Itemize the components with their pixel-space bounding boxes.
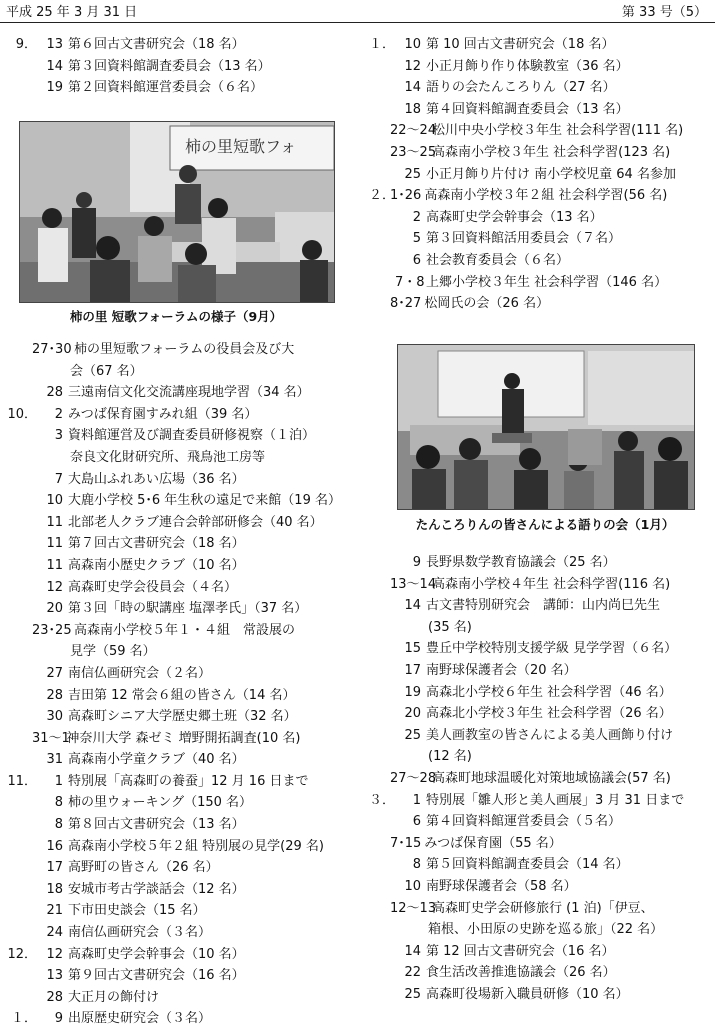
event-entry — [362, 77, 712, 99]
event-day: 3 — [54, 428, 63, 444]
event-day: 12 — [46, 579, 63, 595]
left-column — [4, 34, 344, 99]
event-month: 12． — [7, 946, 37, 962]
event-day: 12 — [46, 946, 63, 962]
event-entry — [362, 790, 712, 812]
event-entry — [362, 120, 712, 142]
event-text: 高森北小学校６年生 社会科学習（46 名） — [426, 684, 672, 700]
event-day: 17 — [404, 662, 421, 678]
event-text: 松川中央小学校３年生 社会科学習(111 名) — [432, 123, 684, 139]
event-entry — [362, 228, 712, 250]
event-text: 南野球保護者会（58 名） — [426, 878, 577, 894]
event-month: 10． — [7, 406, 37, 422]
event-text: 大島山ふれあい広場（36 名） — [68, 471, 245, 487]
event-day: 25 — [404, 986, 421, 1002]
right-column-lower — [362, 552, 712, 1005]
storytelling-photo — [397, 344, 695, 510]
event-day: 27･30 — [32, 342, 72, 357]
event-day: 16 — [46, 838, 63, 854]
event-entry — [362, 984, 712, 1006]
right-column — [362, 34, 712, 315]
event-day: 17 — [46, 860, 63, 876]
event-entry — [362, 703, 712, 725]
event-day: 7･15 — [390, 835, 422, 851]
event-text: 第４回資料館運営委員会（５名） — [426, 814, 622, 830]
event-day: 9 — [54, 1011, 63, 1027]
event-continuation: (35 名) — [428, 619, 472, 635]
event-day: 11 — [46, 557, 63, 573]
event-text: 長野県数学教育協議会（25 名） — [426, 555, 616, 570]
event-entry — [362, 185, 712, 207]
storytelling-image — [398, 345, 694, 509]
event-entry — [362, 595, 712, 617]
event-text: 高森南小学校３年２組 社会科学習(56 名) — [424, 188, 668, 204]
event-entry — [362, 617, 712, 639]
event-text: 吉田第 12 常会６組の皆さん（14 名） — [68, 687, 296, 703]
event-entry — [362, 682, 712, 704]
event-entry — [4, 663, 344, 685]
event-text: 第３回資料館調査委員会（13 名） — [68, 58, 271, 74]
event-day: 2 — [412, 209, 421, 225]
event-month: ３． — [368, 792, 395, 808]
event-month: １． — [10, 1011, 37, 1027]
event-day: 27〜28 — [390, 770, 437, 786]
event-entry — [4, 641, 344, 663]
event-entry — [362, 876, 712, 898]
event-month: １． — [368, 37, 395, 52]
event-entry — [4, 771, 344, 793]
event-entry — [362, 919, 712, 941]
event-text: 高森町地球温暖化対策地域協議会(57 名) — [432, 770, 671, 786]
event-day: 7・8 — [395, 274, 425, 290]
event-text: 特別展「雛人形と美人画展」3 月 31 日まで — [426, 792, 685, 808]
banner-text: 柿の里短歌フォ — [185, 137, 297, 156]
event-entry — [4, 447, 344, 469]
event-day: 21 — [46, 903, 63, 919]
event-day: 5 — [412, 231, 421, 247]
event-text: 第７回古文書研究会（18 名） — [68, 536, 245, 552]
event-entry — [362, 638, 712, 660]
event-text: 高森町役場新入職員研修（10 名） — [426, 986, 629, 1002]
event-entry — [4, 533, 344, 555]
event-day: 20 — [404, 706, 421, 722]
event-text: みつば保育園（55 名） — [424, 835, 562, 851]
event-text: 豊丘中学校特別支援学級 見学学習（６名） — [426, 641, 678, 657]
event-day: 14 — [404, 943, 421, 959]
event-text: 第６回古文書研究会（18 名） — [68, 37, 245, 52]
event-entry — [4, 814, 344, 836]
event-text: 第 12 回古文書研究会（16 名） — [426, 943, 615, 959]
event-day: 28 — [46, 385, 63, 401]
event-month: 11． — [7, 773, 37, 789]
event-entry — [4, 77, 344, 99]
event-entry — [362, 552, 712, 574]
publication-date: 平成 25 年 3 月 31 日 — [6, 5, 138, 20]
event-day: 31〜1 — [32, 730, 70, 746]
event-text: 高森南小学校５年２組 特別展の見学(29 名) — [68, 838, 324, 854]
event-day: 13〜14 — [390, 576, 437, 592]
event-day: 24 — [46, 925, 63, 941]
event-day: 25 — [404, 727, 421, 743]
event-text: 美人画教室の皆さんによる美人画飾り付け — [426, 727, 674, 743]
event-entry — [4, 339, 344, 361]
event-day: 1･26 — [390, 188, 422, 204]
event-entry — [4, 944, 344, 966]
event-entry — [4, 965, 344, 987]
event-entry — [4, 749, 344, 771]
event-day: 22〜24 — [390, 123, 437, 139]
event-day: 18 — [46, 881, 63, 897]
event-day: 15 — [404, 641, 421, 657]
event-day: 12〜13 — [390, 900, 437, 916]
event-text: 高森南小学校３年生 社会科学習(123 名) — [432, 144, 671, 160]
event-entry — [362, 725, 712, 747]
event-text: 高森町史学会役員会（４名） — [68, 579, 238, 595]
event-continuation: 会（67 名） — [70, 363, 143, 379]
event-day: 23･25 — [32, 622, 72, 638]
event-entry — [4, 577, 344, 599]
event-list-left-bottom — [4, 339, 344, 1030]
event-entry — [4, 555, 344, 577]
event-day: 11 — [46, 536, 63, 552]
issue-number: 第 33 号（5） — [621, 5, 707, 20]
event-entry — [4, 425, 344, 447]
event-entry — [362, 898, 712, 920]
event-text: 大正月の飾付け — [68, 989, 160, 1005]
event-day: 10 — [46, 493, 63, 509]
event-entry — [4, 512, 344, 534]
event-entry — [362, 660, 712, 682]
event-day: 28 — [46, 687, 63, 703]
event-entry — [362, 768, 712, 790]
event-entry — [4, 685, 344, 707]
event-day: 30 — [46, 709, 63, 725]
event-month: 9． — [15, 37, 37, 52]
event-continuation: 奈良文化財研究所、飛鳥池工房等 — [70, 449, 266, 465]
event-text: 下市田史談会（15 名） — [68, 903, 206, 919]
event-day: 7 — [54, 471, 63, 487]
event-text: 高森町史学会幹事会（13 名） — [426, 209, 603, 225]
event-text: 小正月飾り片付け 南小学校児童 64 名参加 — [426, 166, 676, 182]
event-entry — [4, 922, 344, 944]
event-day: 19 — [46, 80, 63, 96]
event-day: 6 — [412, 814, 421, 830]
tanka-forum-photo — [19, 121, 335, 303]
event-text: みつば保育園すみれ組（39 名） — [68, 406, 258, 422]
event-text: 上郷小学校３年生 社会科学習（146 名） — [426, 274, 668, 290]
event-text: 第８回古文書研究会（13 名） — [68, 817, 245, 833]
event-entry — [362, 207, 712, 229]
event-day: 11 — [46, 514, 63, 530]
event-text: 高森北小学校３年生 社会科学習（26 名） — [426, 706, 672, 722]
event-entry — [4, 987, 344, 1009]
event-entry — [362, 99, 712, 121]
event-text: 小正月飾り作り体験教室（36 名） — [426, 58, 629, 74]
event-text: 神奈川大学 森ゼミ 増野開拓調査(10 名) — [66, 730, 301, 746]
event-entry — [4, 879, 344, 901]
event-day: 31 — [46, 752, 63, 768]
event-text: 高野町の皆さん（26 名） — [68, 860, 219, 876]
event-text: 第３回「時の駅講座 塩澤孝氏」（37 名） — [68, 601, 308, 617]
event-entry — [4, 34, 344, 56]
event-text: 第９回古文書研究会（16 名） — [68, 968, 245, 984]
event-text: 松岡氏の会（26 名） — [424, 296, 550, 312]
event-entry — [4, 404, 344, 426]
event-entry — [4, 382, 344, 404]
event-text: 第３回資料館活用委員会（７名） — [426, 231, 622, 247]
event-entry — [362, 164, 712, 186]
event-day: 10 — [404, 37, 421, 52]
event-day: 20 — [46, 601, 63, 617]
event-day: 13 — [46, 968, 63, 984]
event-text: 高森南小学童クラブ（40 名） — [68, 752, 245, 768]
event-text: 高森町シニア大学歴史郷土班（32 名） — [68, 709, 297, 725]
event-text: 安城市考古学談話会（12 名） — [68, 881, 245, 897]
event-day: 14 — [404, 598, 421, 614]
event-day: 6 — [412, 252, 421, 268]
event-entry — [362, 962, 712, 984]
event-text: 高森南小学校４年生 社会科学習(116 名) — [432, 576, 671, 592]
tanka-forum-caption: 柿の里 短歌フォーラムの様子（9月） — [69, 309, 283, 324]
event-day: 8 — [54, 795, 63, 811]
event-entry — [4, 792, 344, 814]
event-entry — [4, 490, 344, 512]
event-entry — [4, 706, 344, 728]
event-day: 27 — [46, 665, 63, 681]
event-text: 三遠南信文化交流講座現地学習（34 名） — [68, 385, 310, 401]
event-list-right-bottom — [362, 552, 712, 1005]
event-entry — [4, 900, 344, 922]
event-day: 28 — [46, 989, 63, 1005]
event-text: 第２回資料館運営委員会（６名） — [68, 80, 264, 96]
event-day: 22 — [404, 965, 421, 981]
event-text: 柿の里短歌フォーラムの役員会及び大 — [74, 342, 295, 357]
event-entry — [4, 836, 344, 858]
event-entry — [4, 469, 344, 491]
event-text: 南信仏画研究会（２名） — [68, 665, 212, 681]
event-text: 高森町史学会幹事会（10 名） — [68, 946, 245, 962]
event-entry — [4, 56, 344, 78]
event-text: 高森町史学会研修旅行 (1 泊)「伊豆、 — [432, 900, 654, 916]
event-entry — [4, 728, 344, 750]
storytelling-caption: たんころりんの皆さんによる語りの会（1月） — [415, 517, 675, 532]
event-entry — [4, 620, 344, 642]
event-list-left-top — [4, 34, 344, 99]
event-month: ２． — [368, 188, 395, 204]
tanka-forum-image — [20, 122, 334, 302]
event-list-right-top — [362, 34, 712, 315]
event-text: 柿の里ウォーキング（150 名） — [68, 795, 253, 811]
event-day: 14 — [46, 58, 63, 74]
event-day: 14 — [404, 80, 421, 96]
event-text: 第４回資料館調査委員会（13 名） — [426, 101, 629, 117]
event-text: 高森南小歴史クラブ（10 名） — [68, 557, 245, 573]
event-continuation: (12 名) — [428, 749, 472, 765]
event-text: 資料館運営及び調査委員研修視察（１泊） — [68, 428, 316, 444]
page-header — [0, 0, 715, 22]
event-entry — [362, 142, 712, 164]
event-entry — [4, 361, 344, 383]
event-day: 25 — [404, 166, 421, 182]
event-entry — [362, 574, 712, 596]
event-day: 2 — [54, 406, 63, 422]
event-entry — [4, 598, 344, 620]
event-day: 13 — [46, 37, 63, 52]
header-rule — [0, 22, 715, 23]
event-text: 北部老人クラブ連合会幹部研修会（40 名） — [68, 514, 323, 530]
event-day: 8 — [412, 857, 421, 873]
event-day: 10 — [404, 878, 421, 894]
event-text: 大鹿小学校 5･6 年生秋の遠足で来館（19 名） — [68, 493, 341, 509]
event-day: 8･27 — [390, 296, 422, 312]
event-entry — [362, 56, 712, 78]
event-text: 第５回資料館調査委員会（14 名） — [426, 857, 629, 873]
event-entry — [362, 250, 712, 272]
event-day: 18 — [404, 101, 421, 117]
event-text: 社会教育委員会（６名） — [426, 252, 570, 268]
event-entry — [362, 272, 712, 294]
event-day: 8 — [54, 817, 63, 833]
event-entry — [362, 746, 712, 768]
event-entry — [362, 811, 712, 833]
event-text: 第 10 回古文書研究会（18 名） — [426, 37, 615, 52]
event-continuation: 箱根、小田原の史跡を巡る旅」（22 名） — [428, 922, 664, 938]
event-entry — [362, 833, 712, 855]
left-column-lower — [4, 339, 344, 1030]
event-entry — [4, 857, 344, 879]
event-day: 9 — [412, 555, 421, 570]
event-entry — [4, 1008, 344, 1030]
event-entry — [362, 34, 712, 56]
event-day: 1 — [54, 773, 63, 789]
event-text: 特別展「高森町の養蚕」12 月 16 日まで — [68, 773, 309, 789]
event-entry — [362, 941, 712, 963]
event-entry — [362, 293, 712, 315]
event-text: 古文書特別研究会 講師：山内尚巳先生 — [426, 598, 661, 614]
event-day: 23〜25 — [390, 144, 437, 160]
event-text: 語りの会たんころりん（27 名） — [426, 80, 616, 96]
event-text: 南野球保護者会（20 名） — [426, 662, 577, 678]
event-entry — [362, 854, 712, 876]
event-text: 出原歴史研究会（３名） — [68, 1011, 212, 1027]
event-continuation: 見学（59 名） — [70, 644, 156, 660]
event-text: 食生活改善推進協議会（26 名） — [426, 965, 616, 981]
event-text: 南信仏画研究会（３名） — [68, 925, 212, 941]
event-day: 1 — [412, 792, 421, 808]
event-day: 19 — [404, 684, 421, 700]
event-day: 12 — [404, 58, 421, 74]
event-text: 高森南小学校５年１・４組 常設展の — [74, 622, 296, 638]
